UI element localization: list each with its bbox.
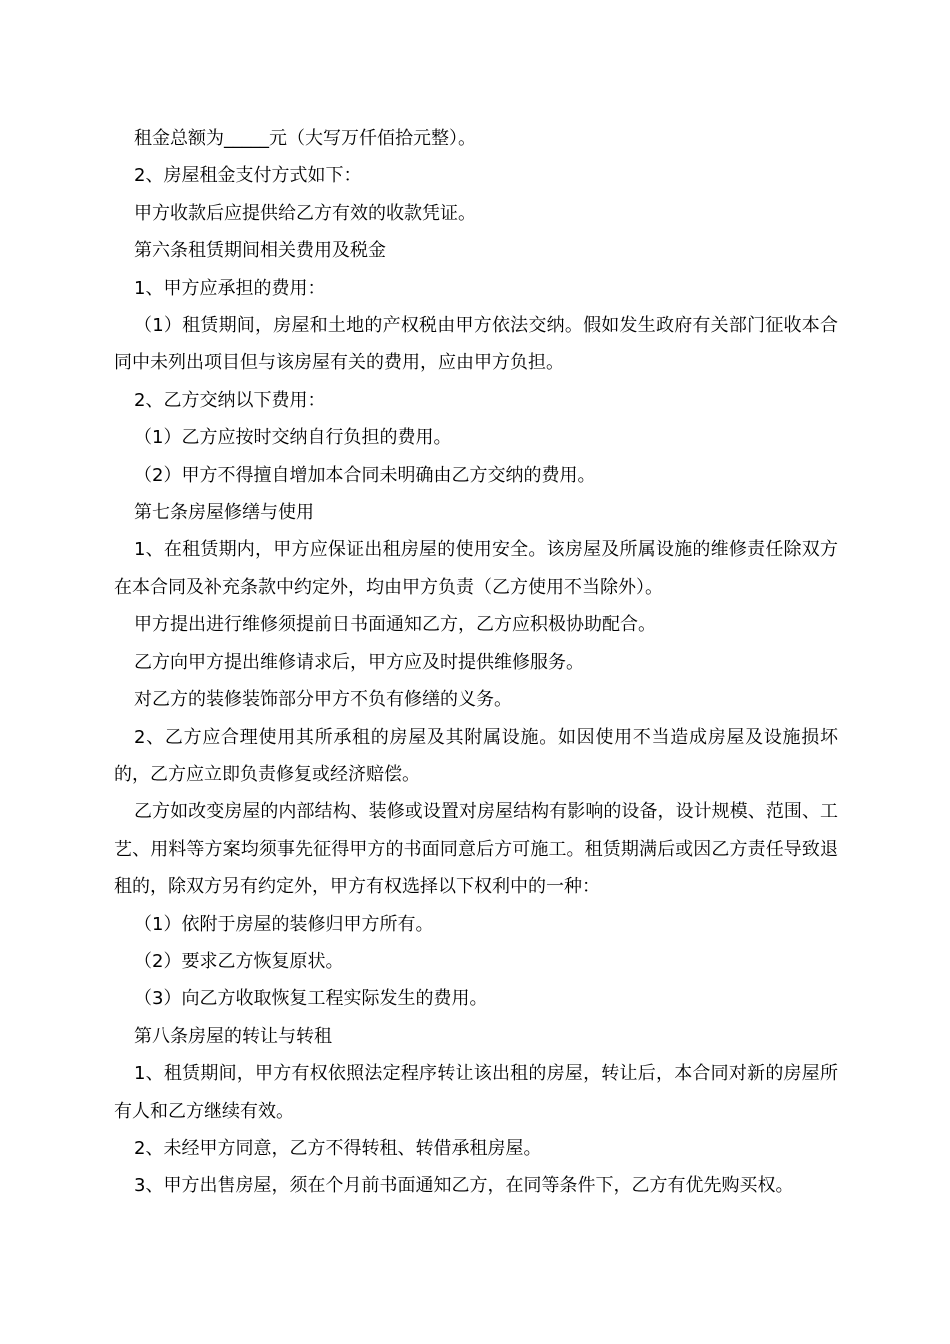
transfer-paragraph: 1、租赁期间，甲方有权依照法定程序转让该出租的房屋，转让后，本合同对新的房屋所有人和乙方继续有效。 (114, 1063, 838, 1122)
party-a-fees-paragraph: 1、甲方应承担的费用： (134, 277, 326, 299)
repair-request-paragraph: 乙方向甲方提出维修请求后，甲方应及时提供维修服务。 (134, 651, 584, 673)
proper-use-paragraph: 2、乙方应合理使用其所承租的房屋及其附属设施。如因使用不当造成房屋及设施损坏的，乙方应立即负责修复或经济赔偿。 (114, 726, 838, 785)
no-extra-fees-paragraph: （2）甲方不得擅自增加本合同未明确由乙方交纳的费用。 (134, 464, 596, 486)
sublet-paragraph: 2、未经甲方同意，乙方不得转租、转借承租房屋。 (134, 1137, 542, 1159)
property-tax-paragraph: （1）租赁期间，房屋和土地的产权税由甲方依法交纳。假如发生政府有关部门征收本合同中未列出项目但与该房屋有关的费用，应由甲方负担。 (114, 315, 838, 374)
article-seven-heading: 第七条房屋修缮与使用 (134, 502, 314, 524)
option-one-paragraph: （1）依附于房屋的装修归甲方所有。 (134, 913, 434, 935)
party-b-fees-paragraph: 2、乙方交纳以下费用： (134, 389, 326, 411)
priority-purchase-paragraph: 3、甲方出售房屋，须在个月前书面通知乙方，在同等条件下，乙方有优先购买权。 (134, 1175, 794, 1197)
option-three-paragraph: （3）向乙方收取恢复工程实际发生的费用。 (134, 988, 488, 1010)
structure-change-paragraph: 乙方如改变房屋的内部结构、装修或设置对房屋结构有影响的设备，设计规模、范围、工艺、用料等方案均须事先征得甲方的书面同意后方可施工。租赁期满后或因乙方责任导致退租的，除双方另有约定外，甲方有权选择以下权利中的一种： (114, 801, 838, 898)
repair-notice-paragraph: 甲方提出进行维修须提前日书面通知乙方，乙方应积极协助配合。 (134, 614, 656, 636)
rent-total-paragraph: 租金总额为_____元（大写万仟佰拾元整）。 (134, 128, 476, 149)
option-two-paragraph: （2）要求乙方恢复原状。 (134, 950, 344, 972)
payment-method-paragraph: 2、房屋租金支付方式如下： (134, 165, 362, 187)
party-b-self-fees-paragraph: （1）乙方应按时交纳自行负担的费用。 (134, 427, 452, 449)
document-body (114, 120, 838, 1205)
article-eight-heading: 第八条房屋的转让与转租 (134, 1025, 332, 1047)
article-six-heading: 第六条租赁期间相关费用及税金 (134, 240, 386, 262)
safety-repair-paragraph: 1、在租赁期内，甲方应保证出租房屋的使用安全。该房屋及所属设施的维修责任除双方在本合同及补充条款中约定外，均由甲方负责（乙方使用不当除外）。 (114, 539, 838, 598)
receipt-paragraph: 甲方收款后应提供给乙方有效的收款凭证。 (134, 202, 476, 224)
decoration-paragraph: 对乙方的装修装饰部分甲方不负有修缮的义务。 (134, 689, 512, 711)
